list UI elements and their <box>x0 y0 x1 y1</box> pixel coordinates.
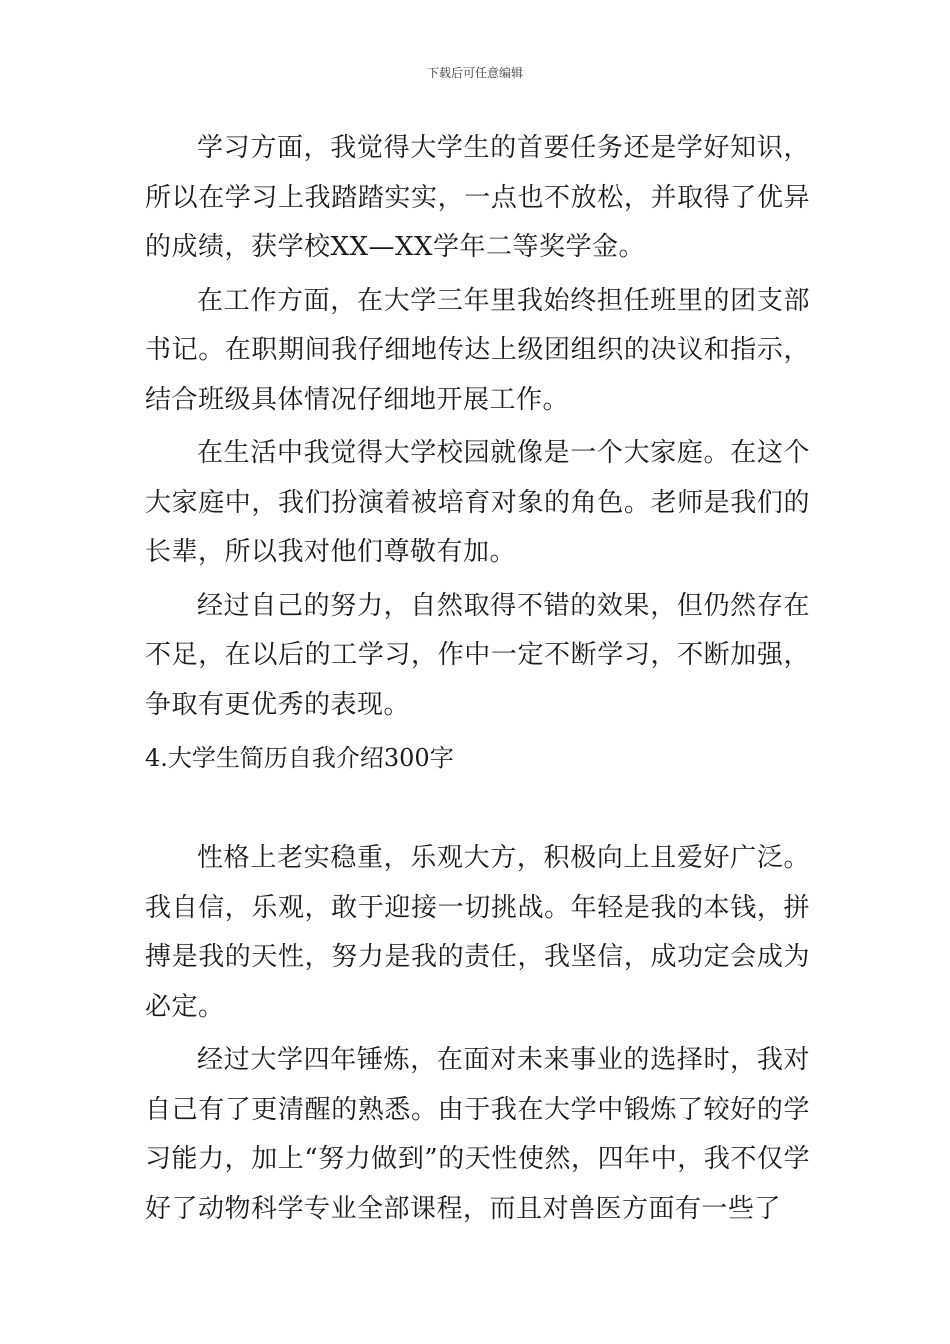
paragraph-effort: 经过自己的努力，自然取得不错的效果，但仍然存在不足，在以后的工学习，作中一定不断学习，不断加强，争取有更优秀的表现。 <box>145 590 810 720</box>
header-note: 下载后可任意编辑 <box>426 66 523 80</box>
section-heading: 4.大学生简历自我介绍300字 <box>145 744 454 772</box>
paragraph-life: 在生活中我觉得大学校园就像是一个大家庭。在这个大家庭中，我们扮演着被培育对象的角色。老师是我们的长辈，所以我对他们尊敬有加。 <box>145 438 810 567</box>
paragraph-personality: 性格上老实稳重，乐观大方，积极向上且爱好广泛。我自信，乐观，敢于迎接一切挑战。年轻是我的本钱，拼搏是我的天性，努力是我的责任，我坚信，成功定会成为必定。 <box>145 843 810 1022</box>
paragraph-study: 学习方面，我觉得大学生的首要任务还是学好知识，所以在学习上我踏踏实实，一点也不放松，并取得了优异的成绩，获学校XX—XX学年二等奖学金。 <box>145 133 810 262</box>
spacer <box>145 782 810 834</box>
document-body <box>145 124 810 1238</box>
paragraph-work: 在工作方面，在大学三年里我始终担任班里的团支部书记。在职期间我仔细地传达上级团组织的决议和指示，结合班级具体情况仔细地开展工作。 <box>145 285 810 415</box>
paragraph-university: 经过大学四年锤炼，在面对未来事业的选择时，我对自己有了更清醒的熟悉。由于我在大学中锻炼了较好的学习能力，加上“努力做到”的天性使然，四年中，我不仅学好了动物科学专业全部课程，而且对兽医方面有一些了 <box>145 1045 810 1224</box>
